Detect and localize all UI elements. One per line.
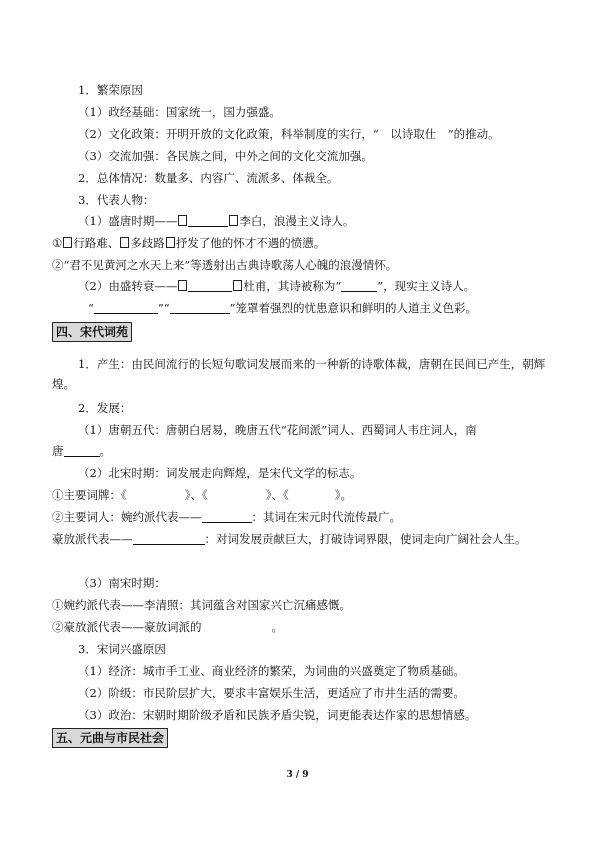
blank-line: [341, 279, 377, 292]
text: ②主要词人：婉约派代表——: [52, 510, 202, 524]
item-li-qingzhao: ①婉约派代表——李清照：其词蕴含对国家兴亡沉痛感慨。: [52, 598, 351, 612]
section-heading-yuan-qu: 五、元曲与市民社会: [52, 728, 168, 748]
item-exchange: （3）交流加强：各民族之间，中外之间的文化交流加强。: [78, 149, 373, 163]
text: 多歧路: [130, 236, 165, 250]
text: 杜甫，其诗被称为“: [243, 279, 342, 293]
text: ”“: [157, 301, 170, 315]
blank-line: [64, 444, 100, 457]
box-glyph: [166, 237, 175, 248]
item-political-basis: （1）政经基础：国家统一，国力强盛。: [78, 105, 281, 119]
item-song-reasons: 3．宋词兴盛原因: [78, 642, 166, 656]
item-haofang-school: [52, 619, 283, 635]
item-economy: （1）经济：城市手工业、商业经济的繁荣，为词曲的兴盛奠定了物质基础。: [78, 664, 465, 678]
text: 。: [99, 444, 111, 458]
box-glyph: [229, 215, 238, 226]
blank-line: [170, 301, 230, 314]
item-libai-poems: [52, 235, 325, 251]
text: ：其词在宋元时代流传最广。: [251, 510, 401, 524]
item-development: 2．发展：: [78, 401, 132, 415]
box-glyph: [233, 280, 242, 291]
text: 、: [107, 236, 120, 250]
blank-line: [133, 532, 205, 545]
text: ①: [52, 236, 63, 250]
text: 唐: [52, 444, 64, 458]
text: 李白，浪漫主义诗人。: [239, 214, 355, 228]
item-five-dynasties: （1）唐朝五代：唐朝白居易，晚唐五代“花间派”词人、西蜀词人韦庄词人，南: [78, 423, 477, 437]
text: 行路难: [73, 236, 108, 250]
item-northern-song: （2）北宋时期：词发展走向辉煌，是宋代文学的标志。: [78, 466, 362, 480]
text: （1）盛唐时期——: [78, 214, 178, 228]
text: 豪放派代表——: [52, 532, 133, 546]
box-glyph: [63, 237, 72, 248]
blank-line: [188, 214, 228, 227]
text: （2）由盛转衰——: [78, 279, 178, 293]
box-glyph: [120, 237, 129, 248]
item-cipai: [52, 487, 352, 503]
blank-line: [202, 510, 252, 523]
text: ①主要词牌：《: [52, 488, 127, 502]
item-haofang-rep: [52, 531, 527, 547]
item-dufu-poems: [88, 300, 477, 316]
text: ：对词发展贡献巨大，打破诗词界限，使词走向广阔社会人生。: [204, 532, 527, 546]
text: “: [88, 301, 94, 315]
text: 抒发了他的怀才不遇的愤懑。: [175, 236, 326, 250]
item-high-tang: [78, 213, 354, 229]
item-southern-tang: [52, 443, 111, 459]
page-number: 3 / 9: [286, 770, 309, 780]
text: 。: [271, 620, 283, 634]
item-prosperity-reasons: 1．繁荣原因: [78, 83, 143, 97]
item-class: （2）阶级：市民阶层扩大，要求丰富娱乐生活，更适应了市井生活的需要。: [78, 686, 465, 700]
text: ②豪放派代表——豪放词派的: [52, 620, 202, 634]
text: 》。: [334, 488, 352, 502]
item-decline: [78, 278, 475, 294]
text: 》、《: [265, 488, 289, 502]
blank-line: [94, 301, 158, 314]
item-politics: （3）政治：宋朝时期阶级矛盾和民族矛盾尖锐，词更能表达作家的思想情感。: [78, 708, 477, 722]
text: ”，现实主义诗人。: [377, 279, 476, 293]
item-wanyue-rep: [52, 509, 401, 525]
item-cultural-policy: （2）文化政策：开明开放的文化政策，科举制度的实行，“ 以诗取仕 ”的推动。: [78, 127, 500, 141]
blank-line: [188, 279, 232, 292]
text: 》、《: [184, 488, 208, 502]
item-libai-quote: ②“君不见黄河之水天上来”等透射出古典诗歌荡人心魄的浪漫情怀。: [52, 258, 398, 272]
item-southern-song: （3）南宋时期：: [78, 576, 166, 590]
box-glyph: [178, 215, 187, 226]
text: ”笼罩着强烈的忧患意识和鲜明的人道主义色彩。: [229, 301, 478, 315]
box-glyph: [178, 280, 187, 291]
item-representatives: 3．代表人物：: [78, 193, 155, 207]
section-heading-song-ci: 四、宋代词苑: [52, 322, 132, 342]
item-overall-situation: 2．总体情况：数量多、内容广、流派多、体裁全。: [78, 171, 339, 185]
item-origin: 1．产生：由民间流行的长短句歌词发展而来的一种新的诗歌体裁，唐朝在民间已产生，朝辉煌。: [52, 357, 546, 391]
